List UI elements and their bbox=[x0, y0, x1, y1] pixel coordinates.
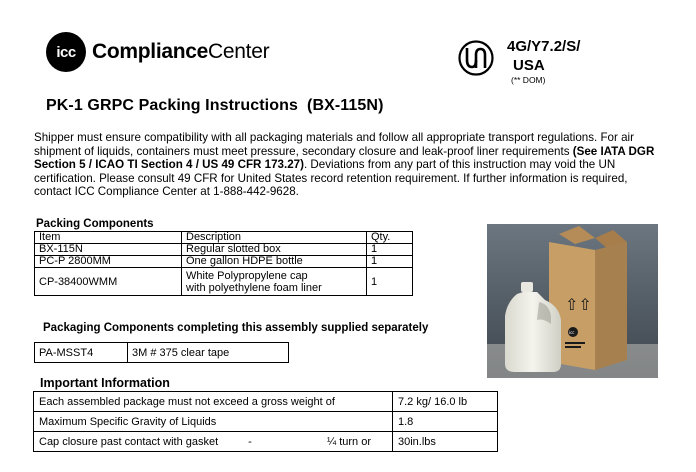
table-row bbox=[34, 392, 498, 412]
cell-item: PA-MSST4 bbox=[35, 343, 128, 363]
table-row bbox=[35, 268, 413, 296]
header-qty: Qty. bbox=[367, 232, 413, 244]
header-item: Item bbox=[35, 232, 182, 244]
info-label: Each assembled package must not exceed a gross weight of bbox=[34, 392, 393, 412]
box-logo: icc bbox=[569, 330, 575, 335]
important-information-heading: Important Information bbox=[40, 376, 170, 390]
document-title: PK-1 GRPC Packing Instructions (BX-115N) bbox=[46, 97, 384, 114]
table-row bbox=[34, 412, 498, 432]
cell-qty: 1 bbox=[367, 256, 413, 268]
info-label: Maximum Specific Gravity of Liquids bbox=[34, 412, 393, 432]
icc-logo-text: ComplianceCenter bbox=[92, 40, 270, 63]
table-row bbox=[35, 343, 289, 363]
packing-components-table bbox=[34, 231, 413, 296]
separate-components-table bbox=[34, 342, 289, 363]
cell-item: PC-P 2800MM bbox=[35, 256, 182, 268]
cell-item: CP-38400WMM bbox=[35, 268, 182, 296]
cell-description: White Polypropylene cap with polyethylene foam liner bbox=[182, 268, 367, 296]
product-photo bbox=[487, 224, 658, 378]
table-row bbox=[35, 244, 413, 256]
cell-description: One gallon HDPE bottle bbox=[182, 256, 367, 268]
icc-logo bbox=[46, 30, 269, 74]
un-packaging-symbol-icon bbox=[458, 40, 494, 76]
important-information-table bbox=[33, 391, 498, 452]
separate-components-heading: Packaging Components completing this assembly supplied separately bbox=[43, 322, 429, 334]
cell-description: Regular slotted box bbox=[182, 244, 367, 256]
info-value: 30in.lbs bbox=[393, 432, 498, 452]
cell-qty: 1 bbox=[367, 268, 413, 296]
header-description: Description bbox=[182, 232, 367, 244]
info-value: 1.8 bbox=[393, 412, 498, 432]
table-header-row bbox=[35, 232, 413, 244]
un-certification-code: 4G/Y7.2/S/ bbox=[507, 38, 581, 55]
packing-components-heading: Packing Components bbox=[36, 218, 154, 230]
un-note: (** DOM) bbox=[511, 75, 546, 85]
cell-item: BX-115N bbox=[35, 244, 182, 256]
un-country: USA bbox=[513, 57, 545, 74]
box-arrows-icon: ⇧⇧ bbox=[565, 295, 592, 314]
info-label: Cap closure past contact with gasket - ¼ turn or bbox=[34, 432, 393, 452]
table-row bbox=[34, 432, 498, 452]
cell-description: 3M # 375 clear tape bbox=[128, 343, 289, 363]
box-side bbox=[595, 242, 627, 370]
table-row bbox=[35, 256, 413, 268]
cell-qty: 1 bbox=[367, 244, 413, 256]
info-value: 7.2 kg/ 16.0 lb bbox=[393, 392, 498, 412]
intro-paragraph: Shipper must ensure compatibility with all packaging materials and follow all appropriate transport regulations. For air shipment of liquids, containers must meet pressure, secondary closure and leak-proof liner requirements (See IATA DGR Section 5 / ICAO TI Section 4 / US 49 CFR 173.27). Deviations from any part of this instruction may void the UN certification. Please consult 49 CFR for United States record retention requirement. If further information is required, contact ICC Compliance Center at 1-888-442-9628. bbox=[34, 131, 655, 199]
icc-logo-badge: icc bbox=[46, 32, 86, 72]
